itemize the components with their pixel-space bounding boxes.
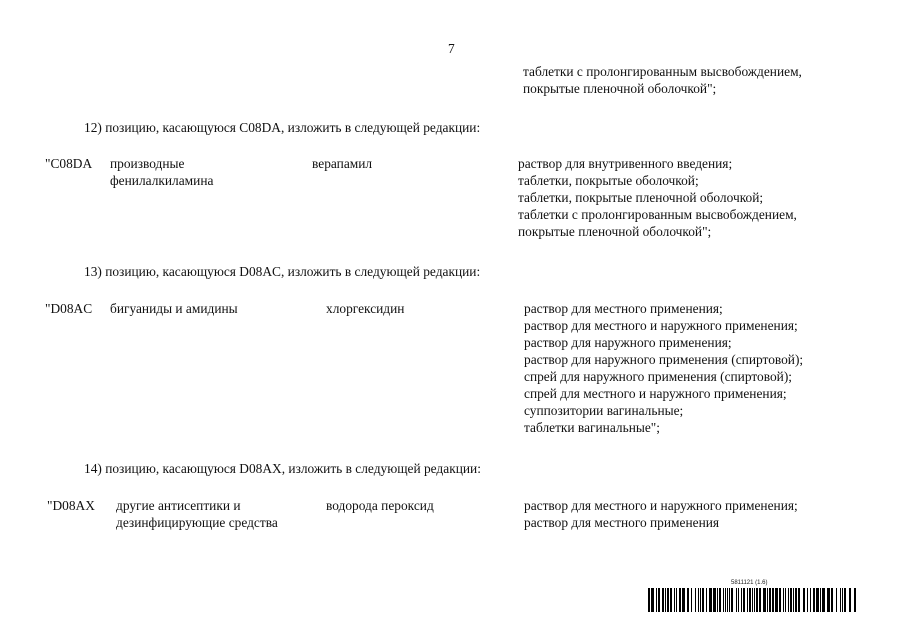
atc-code-d08ax: "D08AX [47,498,95,513]
form-line: раствор для внутривенного введения; [518,156,733,171]
form-line: таблетки, покрытые пленочной оболочкой; [518,190,764,205]
form-line: раствор для наружного применения; [524,335,732,350]
form-line: таблетки, покрытые оболочкой; [518,173,699,188]
group-line: другие антисептики и [116,498,241,513]
barcode-icon [648,588,856,612]
form-line: раствор для местного и наружного применения; [524,318,798,333]
form-line: спрей для наружного применения (спиртовой); [524,369,793,384]
instruction-13: 13) позицию, касающуюся D08AC, изложить в следующей редакции: [84,264,481,279]
substance-hydrogen-peroxide: водорода пероксид [326,498,434,513]
continuation-forms [523,63,802,97]
group-line: дезинфицирующие средства [116,515,278,530]
form-line: раствор для наружного применения (спиртовой); [524,352,804,367]
atc-code-d08ac: "D08AC [45,301,93,316]
group-line: производные [110,156,185,171]
form-line: таблетки вагинальные"; [524,420,660,435]
page-number: 7 [448,41,455,56]
form-line: покрытые пленочной оболочкой"; [523,81,717,96]
forms-d08ax [524,497,798,531]
form-line: таблетки с пролонгированным высвобождением, [523,64,802,79]
group-line: фенилалкиламина [110,173,214,188]
instruction-12: 12) позицию, касающуюся C08DA, изложить в следующей редакции: [84,120,481,135]
form-line: раствор для местного применения [524,515,720,530]
form-line: раствор для местного и наружного применения; [524,498,798,513]
group-d08ac [110,300,238,317]
substance-verapamil: верапамил [312,156,373,171]
atc-code-c08da: "C08DA [45,156,93,171]
barcode-label: 5811121 (1.6) [731,580,768,586]
group-c08da [110,155,213,189]
form-line: покрытые пленочной оболочкой"; [518,224,712,239]
substance-chlorhexidine: хлоргексидин [326,301,405,316]
form-line: раствор для местного применения; [524,301,723,316]
forms-d08ac [524,300,803,436]
group-d08ax [116,497,278,531]
form-line: спрей для местного и наружного применения; [524,386,787,401]
forms-c08da [518,155,797,240]
form-line: таблетки с пролонгированным высвобождением, [518,207,797,222]
form-line: суппозитории вагинальные; [524,403,684,418]
group-line: бигуаниды и амидины [110,301,238,316]
instruction-14: 14) позицию, касающуюся D08AX, изложить в следующей редакции: [84,461,481,476]
